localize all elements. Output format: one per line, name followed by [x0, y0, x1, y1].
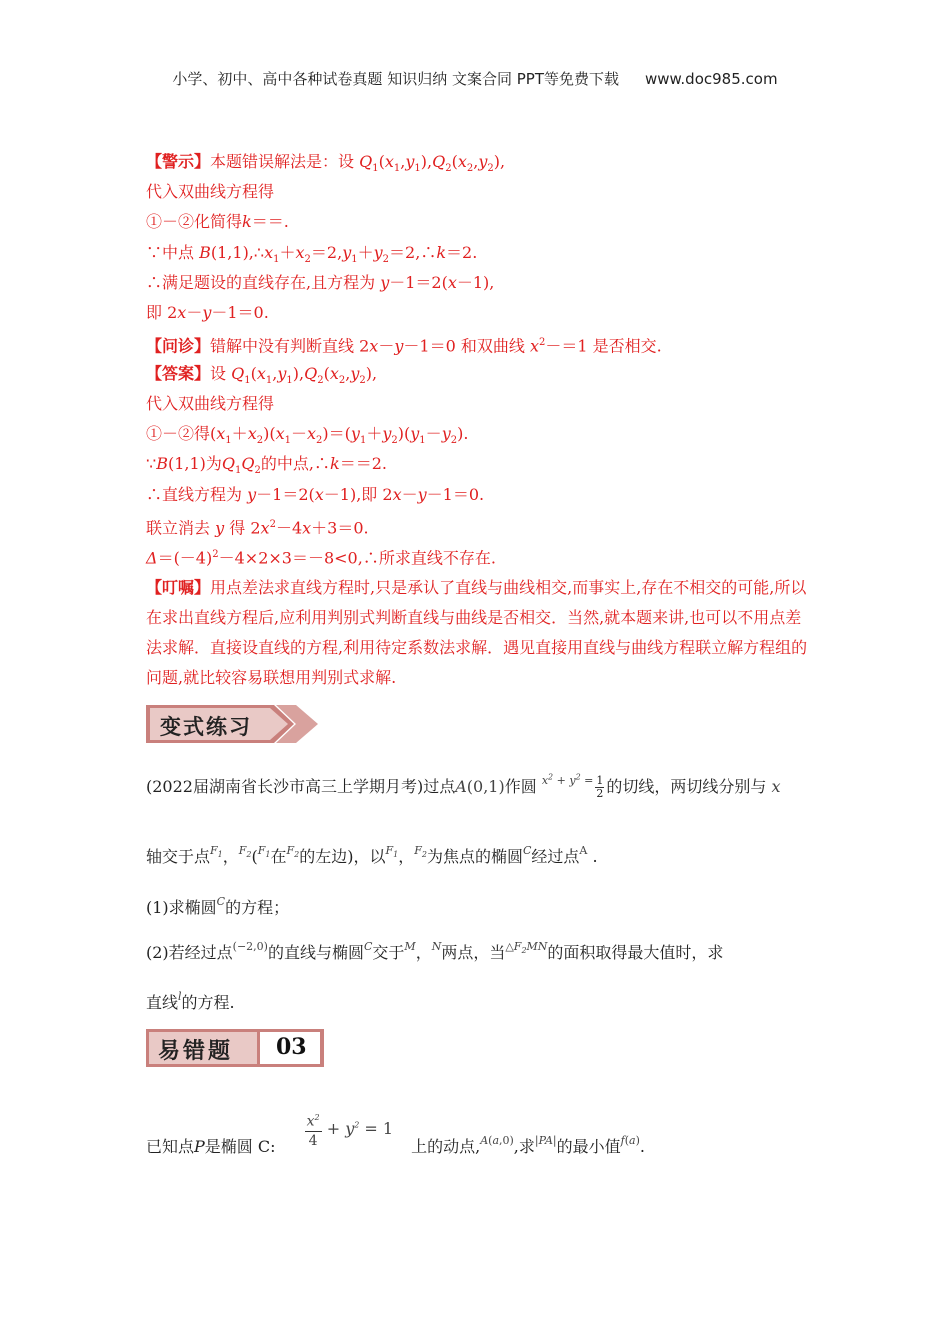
warning-line-5: ∴满足题设的直线存在,且方程为 y－1＝2(x－1), [146, 273, 495, 292]
answer-line-7: $\Delta=(-4)^2-4\times 2\times 3=-8<0,\therefore$所求直线不存在. [146, 548, 496, 568]
half-fraction: $\frac{1}{2}$ [596, 774, 604, 800]
error-text-c: 上的动点, [411, 1136, 481, 1156]
variant-p1-c: 的切线，两切线分别与 [606, 777, 767, 796]
warning-line-3: ①－②化简得k＝＝. [146, 212, 289, 231]
reminder-paragraph [146, 573, 816, 693]
answer-line-3: ①－②得$(x_1+x_2)(x_1-x_2)=(y_1+y_2)(y_1-y_2)$. [146, 424, 469, 447]
warning-line-5-text: ∴满足题设的直线存在,且方程为 [146, 273, 376, 292]
error-question: 已知点P是椭圆 C: $\frac{x^2}{4}$ + $y^2 = 1$上的动点,$^{A(a,0)}$,求$^{|PA|}$的最小值$^{f(a)}$. [146, 1127, 645, 1168]
answer-line-1: 【答案】设 $Q_1(x_1,y_1),Q_2(x_2,y_2)$, [146, 364, 378, 387]
diagnosis-tag: 【问诊】 [146, 336, 211, 356]
diagnosis-line: 【问诊】错解中没有判断直线 2x－y－1＝0 和双曲线 $x^2-=1$ 是否相交. [146, 336, 662, 356]
variant-q2: (2)若经过点$^{(-2,0)}$的直线与椭圆$^C$交于$^M$，$^N$两点，当$^{\triangle F_2MN}$的面积取得最大值时，求 [146, 940, 724, 962]
variant-p2-c: 的左边)，以 [299, 847, 386, 866]
reminder-tag: 【叮嘱】 [146, 578, 211, 597]
warning-line-3-end: ＝＝. [251, 212, 289, 231]
variant-line-2: 轴交于点$^{F_1}$，$^{F_2}$($^{F_1}$在$^{F_2}$的左边)，以$^{F_1}$，$^{F_2}$为焦点的椭圆$^C$经过点$^A$ . [146, 844, 598, 866]
warning-line-3-text: ①－②化简得 [146, 212, 243, 231]
variant-banner [146, 703, 326, 745]
error-banner-label: 易错题 [158, 1038, 234, 1064]
variant-q2-a: (2)若经过点 [146, 943, 233, 962]
warning-line-1: 【警示】本题错误解法是：设 $Q_1(x_1,y_1),Q_2(x_2,y_2)$, [146, 152, 506, 175]
variant-banner-label: 变式练习 [160, 714, 252, 739]
answer-line-5: ∴直线方程为 y－1＝2(x－1),即 2x－y－1＝0. [146, 485, 485, 504]
answer-line-6: 联立消去 y 得 $2x^2-4x+3=0$. [146, 518, 369, 538]
ellipse-equation: $\frac{x^2}{4}$ + $y^2 = 1$ [305, 1109, 393, 1150]
variant-q2-d: 两点，当 [441, 943, 506, 962]
variant-q2-c: 交于 [372, 943, 405, 962]
answer-line-4: ∵B(1,1)为$Q_1Q_2$的中点,∴k＝＝2. [146, 454, 387, 477]
answer-line-4-b: 的中点,∴ [260, 454, 330, 473]
warning-tag: 【警示】 [146, 152, 211, 171]
error-text-d: ,求 [513, 1136, 535, 1156]
answer-line-3-text: ①－②得 [146, 424, 211, 443]
variant-p2-b: 在 [270, 847, 287, 866]
diagnosis-text-b: 和双曲线 [460, 336, 525, 356]
answer-line-5-text: ∴直线方程为 [146, 485, 243, 504]
answer-tag: 【答案】 [146, 364, 211, 383]
variant-p2-e: 经过点 [531, 847, 580, 866]
answer-line-2: 代入双曲线方程得 [146, 394, 275, 413]
variant-source: (2022届湖南省长沙市高三上学期月考)过点 [146, 777, 456, 796]
header-title: 小学、初中、高中各种试卷真题 知识归纳 文案合同 PPT等免费下载 [172, 70, 619, 88]
diagnosis-text-c: 是否相交. [592, 336, 662, 356]
answer-intro: 设 [210, 364, 227, 383]
page-header [0, 68, 950, 89]
header-url[interactable]: www.doc985.com [644, 70, 778, 88]
variant-q2-b: 的直线与椭圆 [267, 943, 364, 962]
answer-line-6-b: 得 2 [229, 518, 261, 538]
warning-line-4: ∵中点 $B(1,1),\therefore x_1+x_2=2,y_1+y_2=2,\therefore k=2$. [146, 243, 478, 266]
warning-line-4-text: ∵中点 [146, 243, 195, 262]
warning-line-2: 代入双曲线方程得 [146, 182, 275, 201]
variant-q2-f: 直线 [146, 993, 179, 1012]
variant-q2-cont: 直线$^l$的方程. [146, 990, 235, 1012]
variant-q1-b: 的方程； [225, 898, 290, 917]
reminder-text: 用点差法求直线方程时,只是承认了直线与曲线相交,而事实上,存在不相交的可能,所以在求出直线方程后,应利用判别式判断直线与曲线是否相交．当然,就本题来讲,也可以不用点差法求解．直接设直线的方程,利用待定系数法求解．遇见直接用直线与曲线方程联立解方程组的问题,就比较容易联想用判别式求解. [146, 578, 808, 687]
variant-q1: (1)求椭圆$^C$的方程； [146, 895, 290, 917]
variant-p1-b: 作圆 [504, 777, 537, 796]
error-text-b: 是椭圆 C: [204, 1136, 276, 1156]
error-text-e: 的最小值 [556, 1136, 621, 1156]
variant-q1-a: (1)求椭圆 [146, 898, 217, 917]
diagnosis-text-a: 错解中没有判断直线 2 [210, 336, 370, 356]
variant-p2-d: 为焦点的椭圆 [426, 847, 523, 866]
answer-line-4-a: 为 [205, 454, 222, 473]
warning-line-6: 即 2x－y－1＝0. [146, 303, 269, 322]
error-text-f: . [639, 1136, 645, 1156]
warning-intro: 本题错误解法是：设 [210, 152, 355, 171]
variant-p2-a: 轴交于点 [146, 847, 211, 866]
error-banner [146, 1029, 324, 1067]
variant-q2-g: 的方程. [181, 993, 235, 1012]
variant-line-1: (2022届湖南省长沙市高三上学期月考)过点A(0,1)作圆 $^{x^2 + y^2 =}$ $\frac{1}{2}$ 的切线，两切线分别与 x [146, 772, 781, 800]
answer-line-7-b: ∴所求直线不存在. [362, 548, 496, 568]
error-banner-number: 03 [276, 1034, 307, 1060]
variant-q2-e: 的面积取得最大值时，求 [547, 943, 724, 962]
answer-line-6-text: 联立消去 [146, 518, 211, 538]
error-text-a: 已知点 [146, 1136, 195, 1156]
warning-line-6-text: 即 2 [146, 303, 178, 322]
